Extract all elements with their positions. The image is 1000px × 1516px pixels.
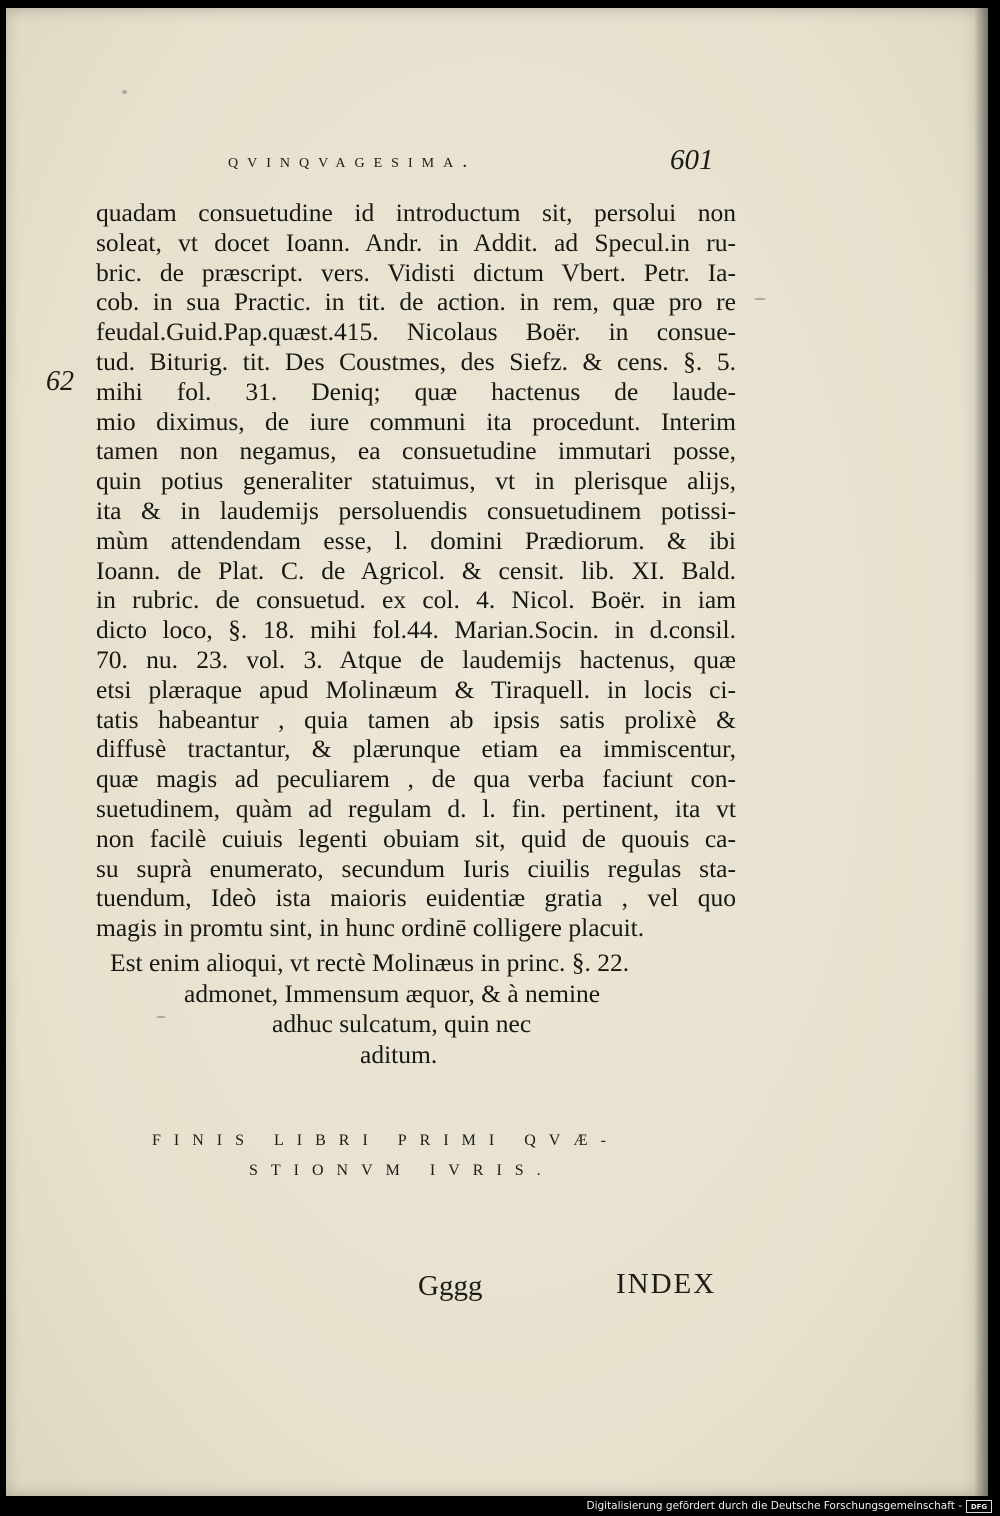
text-line: mio diximus, de iure communi ita procedunt. Interim	[96, 406, 736, 436]
text-line: cob. in sua Practic. in tit. de action. in rem, quæ pro re	[96, 287, 736, 317]
text-line: mihi fol. 31. Deniq; quæ hactenus de laude-	[96, 376, 736, 406]
text-line: quadam consuetudine id introductum sit, persolui non	[96, 198, 736, 227]
text-line: Ioann. de Plat. C. de Agricol. & censit. lib. XI. Bald.	[96, 555, 736, 585]
page-number: 601	[670, 144, 714, 176]
text-line: tamen non negamus, ea consuetudine immutari posse,	[96, 436, 736, 466]
text-line: 70. nu. 23. vol. 3. Atque de laudemijs hactenus, quæ	[96, 644, 736, 674]
colophon-line: STIONVM IVRIS.	[249, 1162, 554, 1179]
text-line: feudal.Guid.Pap.quæst.415. Nicolaus Boër. in consue-	[96, 317, 736, 347]
text-line: in rubric. de consuetud. ex col. 4. Nicol. Boër. in iam	[96, 585, 736, 615]
text-line: dicto loco, §. 18. mihi fol.44. Marian.Socin. in d.consil.	[96, 615, 736, 645]
text-line: mùm attendendam esse, l. domini Prædiorum. & ibi	[96, 525, 736, 555]
text-line: quin potius generaliter statuimus, vt in plerisque alijs,	[96, 466, 736, 496]
text-line: tud. Biturig. tit. Des Coustmes, des Siefz. & cens. §. 5.	[96, 346, 736, 376]
dfg-logo-icon: DFG	[966, 1500, 992, 1513]
text-line: ita & in laudemijs persoluendis consuetudinem potissi-	[96, 495, 736, 525]
closing-paragraph	[6, 948, 1000, 1070]
text-line: quæ magis ad peculiarem , de qua verba faciunt con-	[96, 764, 736, 794]
text-line: soleat, vt docet Ioann. Andr. in Addit. ad Specul.in ru-	[96, 227, 736, 257]
signature-mark: Gggg	[418, 1270, 483, 1302]
body-text	[96, 198, 736, 943]
text-line: su suprà enumerato, secundum Iuris ciuilis regulas sta-	[96, 853, 736, 883]
paper-speck	[754, 298, 766, 300]
page-edge-shadow	[974, 8, 988, 1496]
text-line: admonet, Immensum æquor, & à nemine	[184, 978, 601, 1008]
text-line: adhuc sulcatum, quin nec	[272, 1009, 532, 1038]
text-line: tatis habeantur , quia tamen ab ipsis satis prolixè &	[96, 704, 736, 734]
catchword: INDEX	[616, 1268, 717, 1300]
book-page	[6, 8, 988, 1496]
text-line: magis in promtu sint, in hunc ordinē colligere placuit.	[96, 913, 645, 943]
text-line: tuendum, Ideò ista maioris euidentiæ gratia , vel quo	[96, 883, 736, 913]
paper-speck	[122, 90, 127, 94]
text-line: suetudinem, quàm ad regulam d. l. fin. pertinent, ita vt	[96, 793, 736, 823]
text-line: etsi plæraque apud Molinæum & Tiraquell. in locis ci-	[96, 674, 736, 704]
colophon-line: FINIS LIBRI PRIMI QVÆ-	[152, 1132, 619, 1149]
running-head: qvinqvagesima.	[228, 150, 477, 172]
margin-note: 62	[46, 366, 74, 397]
text-line: bric. de præscript. vers. Vidisti dictum Vbert. Petr. Ia-	[96, 257, 736, 287]
text-line: aditum.	[360, 1039, 438, 1069]
text-line: non facilè cuiuis legenti obuiam sit, quid de quouis ca-	[96, 823, 736, 853]
text-line: diffusè tractantur, & plærunque etiam ea immiscentur,	[96, 734, 736, 764]
text-line: Est enim alioqui, vt rectè Molinæus in princ. §. 22.	[110, 948, 630, 977]
footer-credit: Digitalisierung gefördert durch die Deutsche Forschungsgemeinschaft -	[586, 1500, 962, 1512]
